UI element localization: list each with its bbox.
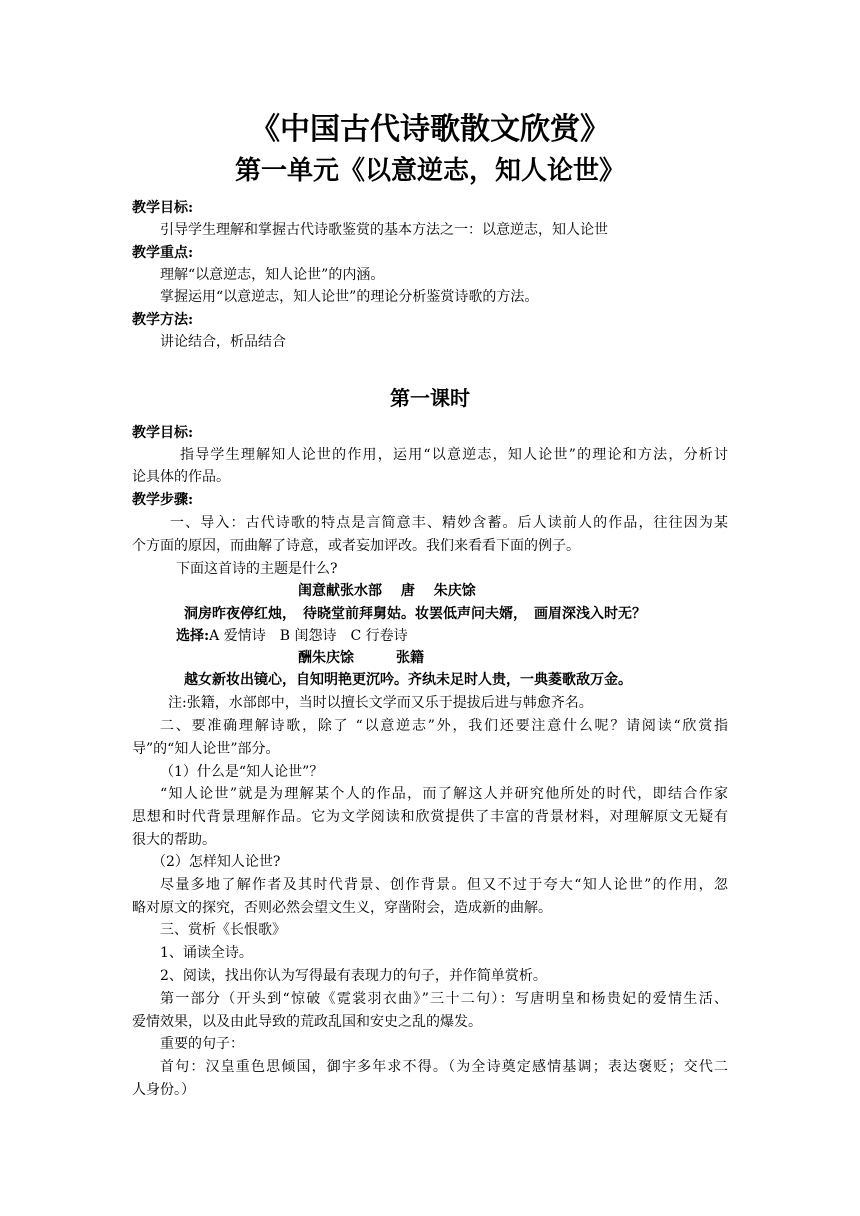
lesson-goal-line2: 论具体的作品。 (132, 469, 230, 485)
lesson-heading: 第一课时 (390, 386, 470, 410)
first-sentence-line2: 人身份。） (132, 1082, 195, 1098)
first-sentence-line1: 首句：汉皇重色思倾国，御宇多年求不得。（为全诗奠定感情基调；表达褒贬；交代二 (160, 1059, 728, 1075)
question-1: （1）什么是“知人论世”？ (160, 764, 324, 780)
unit-title: 第一单元《以意逆志，知人论世》 (234, 156, 625, 186)
choice-line (176, 626, 408, 646)
answer1-line3: 很大的帮助。 (132, 832, 216, 848)
key-label: 教学重点: (132, 245, 194, 261)
answer2-line1: 尽量多地了解作者及其时代背景、创作背景。但又不过于夸大“知人论世”的作用，忽 (160, 877, 728, 893)
steps-label: 教学步骤: (132, 492, 194, 508)
choice-label: 选择: (176, 628, 210, 644)
step3-item2: 2、阅读，找出你认为写得最有表现力的句子，并作简单赏析。 (160, 968, 547, 984)
lesson-goal-line1: 指导学生理解知人论世的作用，运用“以意逆志，知人论世”的理论和方法，分析讨 (180, 447, 728, 463)
poem-question: 下面这首诗的主题是什么? (176, 561, 338, 577)
step1-line1: 一、导入：古代诗歌的特点是言简意丰、精妙含蓄。后人读前人的作品，往往因为某 (170, 515, 728, 531)
step2-line2: 导”的“知人论世”部分。 (132, 741, 280, 757)
key-point-1: 理解“以意逆志，知人论世”的内涵。 (160, 267, 385, 283)
goal-label: 教学目标: (132, 200, 194, 216)
answer2-line2: 略对原文的探究，否则必然会望文生义，穿凿附会，造成新的曲解。 (132, 900, 552, 916)
poem2-text: 越女新妆出镜心，自知明艳更沉吟。齐纨未足时人贵，一典菱歌敌万金。 (184, 672, 632, 688)
poem-note: 注:张籍，水部郎中，当时以擅长文学而又乐于提拔后进与韩愈齐名。 (168, 695, 593, 711)
document-title: 《中国古代诗歌散文欣赏》 (250, 112, 610, 147)
poem1-title: 闺意献张水部 唐 朱庆馀 (298, 583, 476, 599)
important-sentences: 重要的句子： (160, 1036, 244, 1052)
poem2-title: 酬朱庆馀 张籍 (298, 650, 424, 666)
method-text: 讲论结合，析品结合 (160, 334, 286, 350)
step3-heading: 三、赏析《长恨歌》 (160, 922, 286, 938)
step1-line2: 个方面的原因，而曲解了诗意，或者妄加评改。我们来看看下面的例子。 (132, 538, 580, 554)
method-label: 教学方法: (132, 312, 194, 328)
poem1-text: 洞房昨夜停红烛， 待晓堂前拜舅姑。妆罢低声问夫婿， 画眉深浅入时无？ (184, 606, 646, 622)
part1-line2: 爱情效果，以及由此导致的荒政乱国和安史之乱的爆发。 (132, 1014, 482, 1030)
goal-text: 引导学生理解和掌握古代诗歌鉴赏的基本方法之一：以意逆志，知人论世 (160, 222, 608, 238)
key-point-2: 掌握运用“以意逆志，知人论世”的理论分析鉴赏诗歌的方法。 (160, 289, 539, 305)
step2-line1: 二、要准确理解诗歌，除了 “以意逆志”外，我们还要注意什么呢？请阅读“欣赏指 (160, 718, 728, 734)
question-2: （2）怎样知人论世? (152, 854, 281, 870)
answer1-line1: “知人论世”就是为理解某个人的作品，而了解这人并研究他所处的时代，即结合作家 (160, 786, 728, 802)
answer1-line2: 思想和时代背景理解作品。它为文学阅读和欣赏提供了丰富的背景材料，对理解原文无疑有 (132, 809, 728, 825)
choice-options: A 爱情诗 B 闺怨诗 C 行卷诗 (209, 628, 408, 644)
part1-line1: 第一部分（开头到“惊破《霓裳羽衣曲》”三十二句）：写唐明皇和杨贵妃的爱情生活、 (160, 991, 728, 1007)
lesson-goal-label: 教学目标: (132, 425, 194, 441)
step3-item1: 1、诵读全诗。 (160, 945, 253, 961)
